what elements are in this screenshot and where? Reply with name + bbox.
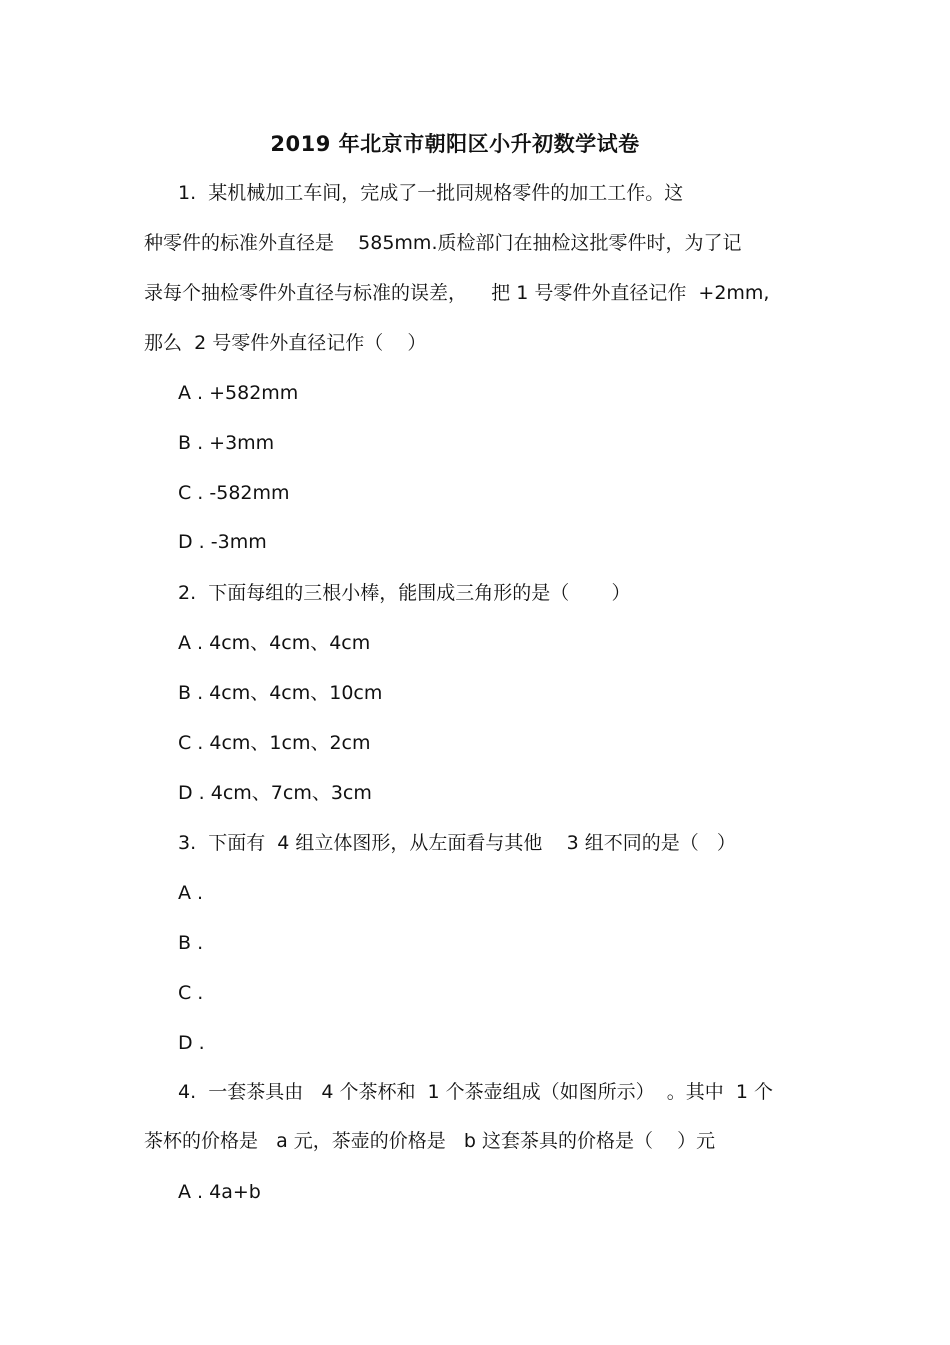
page-title: 2019 年北京市朝阳区小升初数学试卷 — [270, 132, 640, 156]
q1-option-c: C . -582mm — [178, 482, 290, 504]
q2-option-d: D . 4cm、7cm、3cm — [178, 782, 372, 804]
q2-option-a: A . 4cm、4cm、4cm — [178, 632, 371, 654]
q3-option-d: D . — [178, 1032, 205, 1054]
q1-stem-line-3: 录每个抽检零件外直径与标准的误差， 把 1 号零件外直径记作 +2mm, — [144, 282, 770, 304]
q3-option-b: B . — [178, 932, 204, 954]
q3-option-a: A . — [178, 882, 204, 904]
q1-option-b: B . +3mm — [178, 432, 275, 454]
q1-stem-line-1: 1. 某机械加工车间，完成了一批同规格零件的加工工作。这 — [178, 182, 684, 204]
q3-option-c: C . — [178, 982, 204, 1004]
q1-stem-line-2: 种零件的标准外直径是 585mm.质检部门在抽检这批零件时，为了记 — [144, 232, 742, 254]
q4-option-a: A . 4a+b — [178, 1181, 261, 1203]
q1-option-d: D . -3mm — [178, 531, 267, 553]
q2-option-c: C . 4cm、1cm、2cm — [178, 732, 371, 754]
q3-stem: 3. 下面有 4 组立体图形，从左面看与其他 3 组不同的是（ ） — [178, 832, 736, 854]
q2-stem: 2. 下面每组的三根小棒，能围成三角形的是（ ） — [178, 582, 631, 604]
q1-option-a: A . +582mm — [178, 382, 299, 404]
q4-stem-line-1: 4. 一套茶具由 4 个茶杯和 1 个茶壶组成（如图所示） 。其中 1 个 — [178, 1081, 773, 1103]
q4-stem-line-2: 茶杯的价格是 a 元，茶壶的价格是 b 这套茶具的价格是（ ）元 — [144, 1130, 716, 1152]
q1-stem-line-4: 那么 2 号零件外直径记作（ ） — [144, 332, 427, 354]
q2-option-b: B . 4cm、4cm、10cm — [178, 682, 383, 704]
